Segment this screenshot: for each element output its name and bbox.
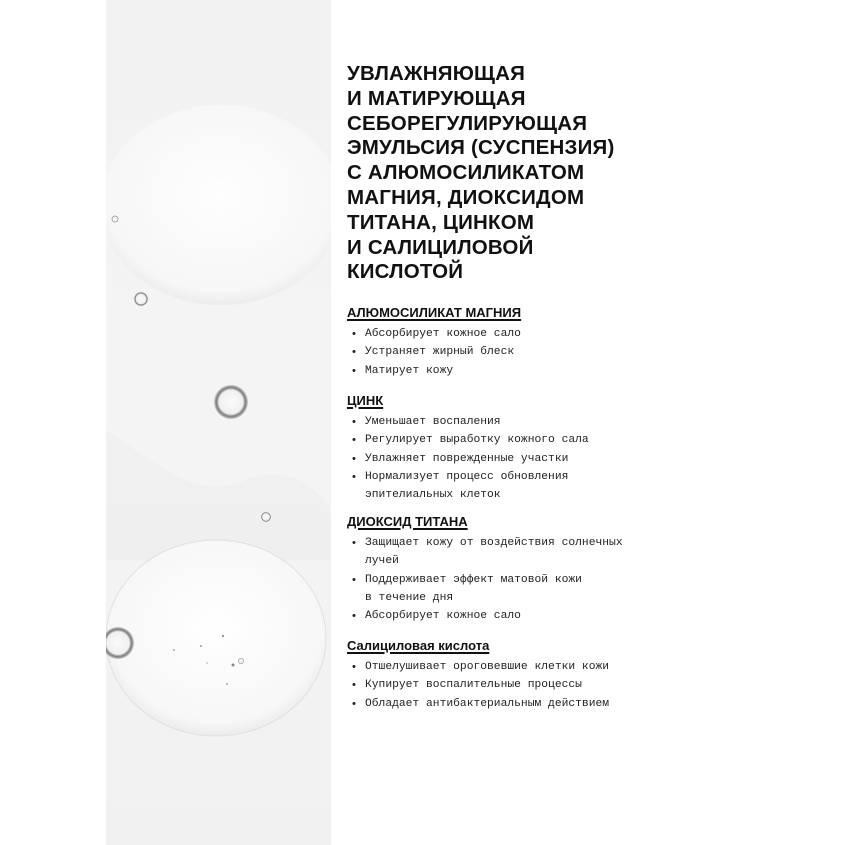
title-line: И МАТИРУЮЩАЯ <box>347 86 526 110</box>
ingredient-section-salicylic-acid <box>347 638 827 713</box>
benefit-list <box>347 534 827 625</box>
title-line: МАГНИЯ, ДИОКСИДОМ <box>347 185 585 209</box>
emulsion-bubbles-illustration <box>106 0 331 845</box>
title-line: КИСЛОТОЙ <box>347 260 464 284</box>
section-heading: ЦИНК <box>347 393 384 408</box>
title-line: С АЛЮМОСИЛИКАТОМ <box>347 161 585 185</box>
list-item: • Нормализует процесс обновления эпителиальных клеток <box>347 468 827 505</box>
benefit-list <box>347 413 827 504</box>
list-item: • Абсорбирует кожное сало <box>347 325 827 343</box>
section-heading: АЛЮМОСИЛИКАТ МАГНИЯ <box>347 305 522 320</box>
list-item: • Купирует воспалительные процессы <box>347 676 827 694</box>
title-line: СЕБОРЕГУЛИРУЮЩАЯ <box>347 111 588 135</box>
list-item: • Абсорбирует кожное сало <box>347 607 827 625</box>
list-item: • Поддерживает эффект матовой кожи в течение дня <box>347 571 827 608</box>
title-line: УВЛАЖНЯЮЩАЯ <box>347 62 526 85</box>
benefit-list <box>347 658 827 713</box>
ingredient-section-zinc <box>347 393 827 504</box>
benefit-list <box>347 325 827 380</box>
product-texture-image <box>106 0 331 845</box>
ingredient-section-titanium-dioxide <box>347 514 827 625</box>
title-line: И САЛИЦИЛОВОЙ <box>347 235 534 259</box>
title-line: ЭМУЛЬСИЯ (СУСПЕНЗИЯ) <box>347 136 615 160</box>
product-title <box>347 62 807 285</box>
list-item: • Устраняет жирный блеск <box>347 343 827 361</box>
section-heading: Салициловая кислота <box>347 638 490 653</box>
list-item: • Регулирует выработку кожного сала <box>347 431 827 449</box>
list-item: • Уменьшает воспаления <box>347 413 827 431</box>
list-item: • Защищает кожу от воздействия солнечных лучей <box>347 534 827 571</box>
list-item: • Матирует кожу <box>347 362 827 380</box>
list-item: • Обладает антибактериальным действием <box>347 695 827 713</box>
list-item: • Отшелушивает ороговевшие клетки кожи <box>347 658 827 676</box>
title-line: ТИТАНА, ЦИНКОМ <box>347 210 535 234</box>
list-item: • Увлажняет поврежденные участки <box>347 450 827 468</box>
ingredient-section-magnesium-aluminosilicate <box>347 305 827 380</box>
section-heading: ДИОКСИД ТИТАНА <box>347 514 468 529</box>
